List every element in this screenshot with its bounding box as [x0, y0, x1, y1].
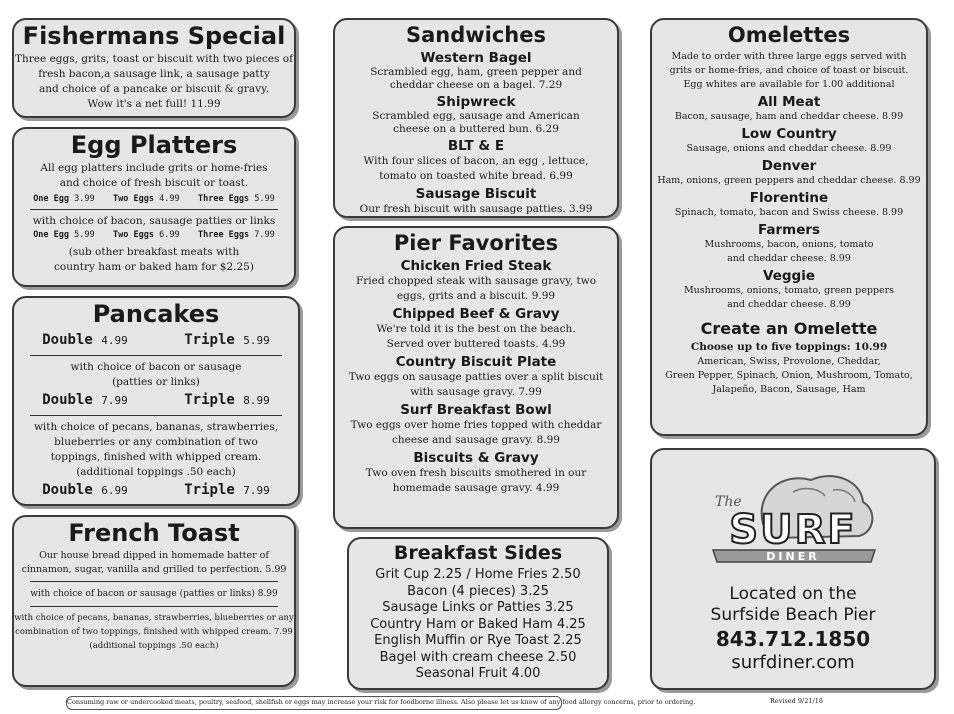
- menu-item-desc: Sausage, onions and cheddar cheese. 8.99: [686, 143, 892, 154]
- info-box: [650, 448, 936, 690]
- menu-item-name: BLT & E: [447, 138, 505, 154]
- menu-item-desc: Mushrooms, bacon, onions, tomato: [704, 239, 874, 250]
- fishermans-price-line: Wow it's a net full! 11.99: [87, 98, 221, 110]
- egg-platters-title: Egg Platters: [70, 131, 238, 159]
- egg-platters-desc: All egg platters include grits or home-fries: [40, 162, 268, 174]
- price-label: Three Eggs: [197, 194, 250, 204]
- menu-item-name: Chipped Beef & Gravy: [392, 306, 560, 322]
- egg-platters-with-meat: with choice of bacon, sausage patties or links: [32, 215, 276, 227]
- french-toast-toppings: with choice of pecans, bananas, strawberries, blueberries or any: [14, 613, 294, 623]
- price-value: 6.99: [101, 484, 128, 497]
- price-value: 5.99: [74, 230, 95, 240]
- menu-item-desc: Mushrooms, onions, tomato, green peppers: [683, 285, 895, 296]
- menu-item-name: Sausage Biscuit: [415, 186, 537, 202]
- egg-platters-sub: country ham or baked ham for $2.25): [54, 261, 254, 273]
- logo-surf: SURF: [729, 507, 857, 553]
- price-label: One Egg: [33, 230, 70, 240]
- breakfast-sides-title: Breakfast Sides: [393, 542, 563, 564]
- price-value: 6.99: [159, 230, 180, 240]
- divider: [30, 355, 282, 356]
- price-label: Three Eggs: [197, 230, 250, 240]
- menu-item-desc: and cheddar cheese. 8.99: [727, 253, 851, 264]
- menu-item-desc: Scrambled egg, ham, green pepper and: [370, 66, 582, 78]
- pancakes-toppings: with choice of pecans, bananas, strawberries,: [33, 421, 279, 433]
- price-label: Two Eggs: [113, 194, 154, 204]
- menu-item-name: Western Bagel: [420, 50, 532, 66]
- menu-item-desc: Two eggs over home fries topped with cheddar: [350, 419, 602, 431]
- menu-item-desc: cheddar cheese on a bagel. 7.29: [389, 79, 563, 91]
- pier-favorites-box: [333, 226, 619, 529]
- price-value: 7.99: [101, 394, 128, 407]
- menu-item-desc: Fried chopped steak with sausage gravy, two: [355, 275, 597, 287]
- sandwiches-box: [333, 18, 619, 218]
- side-item: Bagel with cream cheese 2.50: [379, 649, 577, 665]
- omelette-toppings: Jalapeño, Bacon, Sausage, Ham: [712, 384, 866, 395]
- menu-item-desc: with sausage gravy. 7.99: [410, 386, 542, 398]
- place-text: Surfside Beach Pier: [710, 605, 876, 625]
- price-label: Double: [42, 482, 93, 498]
- menu-item-name: Florentine: [749, 190, 829, 206]
- pancakes-row-meat: [14, 390, 298, 411]
- pancakes-toppings: blueberries or any combination of two: [54, 436, 258, 448]
- omelettes-title: Omelettes: [727, 23, 851, 47]
- french-toast-box: [12, 515, 296, 687]
- egg-platters-prices-plain: [24, 193, 284, 205]
- side-item: Country Ham or Baked Ham 4.25: [370, 616, 586, 632]
- price-label: Double: [42, 332, 93, 348]
- pier-favorites-title: Pier Favorites: [393, 231, 559, 255]
- menu-item-desc: Spinach, tomato, bacon and Swiss cheese. 8.99: [674, 207, 904, 218]
- menu-item-desc: eggs, grits and a biscuit. 9.99: [396, 290, 556, 302]
- logo-diner: DINER: [766, 550, 820, 563]
- price-value: 5.99: [243, 334, 270, 347]
- divider: [30, 606, 278, 607]
- menu-item-name: Chicken Fried Steak: [400, 258, 552, 274]
- surf-diner-logo: [693, 462, 893, 582]
- disclaimer-text: Consuming raw or undercooked meats, poultry, seafood, shellfish or eggs may increase your risk for foodborne illness. Also please let us know of any food allergy concerns, prior to ordering.: [67, 698, 696, 706]
- french-toast-meat: with choice of bacon or sausage (patties or links) 8.99: [30, 589, 278, 599]
- side-item: Grit Cup 2.25 / Home Fries 2.50: [375, 567, 581, 582]
- price-label: Triple: [184, 332, 235, 348]
- pancakes-with-meat: with choice of bacon or sausage: [70, 361, 242, 373]
- price-label: Triple: [184, 482, 235, 498]
- fishermans-line: and choice of a pancake or biscuit & gravy.: [39, 83, 269, 95]
- menu-item-name: Low Country: [741, 126, 837, 142]
- sandwiches-title: Sandwiches: [405, 23, 547, 47]
- menu-item-name: All Meat: [757, 94, 821, 110]
- omelettes-desc: grits or home-fries, and choice of toast or biscuit.: [669, 65, 909, 76]
- price-value: 4.99: [101, 334, 128, 347]
- menu-item-name: Veggie: [763, 268, 815, 284]
- menu-item-desc: cheese on a buttered bun. 6.29: [393, 123, 559, 135]
- fishermans-special-title: Fishermans Special: [22, 22, 286, 50]
- menu-item-desc: Ham, onions, green peppers and cheddar cheese. 8.99: [657, 175, 921, 186]
- menu-item-desc: Served over buttered toasts. 4.99: [386, 338, 566, 350]
- menu-item-desc: With four slices of bacon, an egg , lettuce,: [363, 155, 589, 167]
- menu-item-name: Farmers: [757, 222, 821, 238]
- menu-item-name: Denver: [761, 158, 817, 174]
- menu-item-desc: tomato on toasted white bread. 6.99: [379, 170, 573, 182]
- pancakes-box: [12, 296, 300, 506]
- phone-number: 843.712.1850: [715, 627, 871, 651]
- divider: [30, 209, 278, 210]
- french-toast-toppings: (additional toppings .50 each): [89, 641, 219, 651]
- pancakes-with-meat: (patties or links): [112, 376, 200, 388]
- website-link[interactable]: surfdiner.com: [731, 652, 855, 673]
- create-omelette-sub: Choose up to five toppings: 10.99: [690, 341, 888, 353]
- menu-item-name: Shipwreck: [436, 94, 516, 110]
- divider: [30, 581, 278, 582]
- divider: [30, 415, 282, 416]
- french-toast-toppings: combination of two toppings, finished with whipped cream. 7.99: [15, 627, 293, 637]
- menu-item-desc: Two eggs on sausage patties over a split biscuit: [348, 371, 604, 383]
- fishermans-line: fresh bacon,a sausage link, a sausage patty: [38, 68, 270, 80]
- create-omelette-title: Create an Omelette: [700, 319, 878, 338]
- menu-item-desc: Two oven fresh biscuits smothered in our: [365, 467, 587, 479]
- menu-item-desc: homemade sausage gravy. 4.99: [392, 482, 560, 494]
- price-label: One Egg: [33, 194, 70, 204]
- price-value: 4.99: [159, 194, 180, 204]
- egg-platters-sub: (sub other breakfast meats with: [68, 246, 240, 258]
- logo-the: The: [715, 494, 742, 510]
- french-toast-desc: cinnamon, sugar, vanilla and grilled to perfection. 5.99: [21, 564, 287, 575]
- menu-item-desc: Our fresh biscuit with sausage patties. 3.99: [359, 203, 593, 215]
- menu-item-desc: We're told it is the best on the beach.: [376, 323, 576, 335]
- menu-item-desc: cheese and sausage gravy. 8.99: [392, 434, 560, 446]
- pancakes-toppings: toppings, finished with whipped cream.: [50, 451, 262, 463]
- fishermans-line: Three eggs, grits, toast or biscuit with two pieces of: [15, 53, 293, 65]
- menu-item-name: Biscuits & Gravy: [413, 450, 539, 466]
- price-value: 8.99: [243, 394, 270, 407]
- menu-item-desc: Bacon, sausage, ham and cheddar cheese. 8.99: [674, 111, 904, 122]
- breakfast-sides-box: [347, 537, 609, 690]
- price-value: 3.99: [74, 194, 95, 204]
- omelette-toppings: American, Swiss, Provolone, Cheddar,: [697, 356, 881, 367]
- price-value: 7.99: [243, 484, 270, 497]
- egg-platters-prices-meat: [24, 229, 284, 241]
- menu-item-desc: and cheddar cheese. 8.99: [727, 299, 851, 310]
- located-text: Located on the: [729, 584, 857, 604]
- egg-platters-box: [12, 127, 296, 287]
- omelettes-desc: Made to order with three large eggs served with: [671, 51, 907, 62]
- fishermans-special-box: [12, 18, 296, 118]
- price-value: 7.99: [254, 230, 275, 240]
- omelette-toppings: Green Pepper, Spinach, Onion, Mushroom, Tomato,: [665, 370, 913, 381]
- revised-date: Revised 9/21/18: [770, 697, 823, 705]
- menu-item-name: Surf Breakfast Bowl: [400, 402, 552, 418]
- menu-item-desc: Scrambled egg, sausage and American: [372, 110, 580, 122]
- omelettes-desc: Egg whites are available for 1.00 additional: [683, 79, 895, 90]
- omelettes-box: [650, 18, 928, 436]
- pancakes-title: Pancakes: [92, 300, 220, 328]
- french-toast-title: French Toast: [68, 519, 240, 547]
- price-value: 5.99: [254, 194, 275, 204]
- disclaimer-box: [66, 696, 696, 710]
- price-label: Two Eggs: [113, 230, 154, 240]
- side-item: Bacon (4 pieces) 3.25: [407, 583, 549, 599]
- pancakes-toppings: (additional toppings .50 each): [76, 466, 236, 478]
- pancakes-row-toppings: [14, 480, 298, 501]
- price-label: Triple: [184, 392, 235, 408]
- pancakes-row-plain: [14, 330, 298, 351]
- side-item: Seasonal Fruit 4.00: [415, 666, 541, 681]
- egg-platters-desc: and choice of fresh biscuit or toast.: [59, 177, 249, 189]
- french-toast-desc: Our house bread dipped in homemade batter of: [39, 550, 269, 561]
- side-item: Sausage Links or Patties 3.25: [382, 600, 574, 615]
- menu-item-name: Country Biscuit Plate: [395, 354, 557, 370]
- side-item: English Muffin or Rye Toast 2.25: [374, 633, 582, 648]
- price-label: Double: [42, 392, 93, 408]
